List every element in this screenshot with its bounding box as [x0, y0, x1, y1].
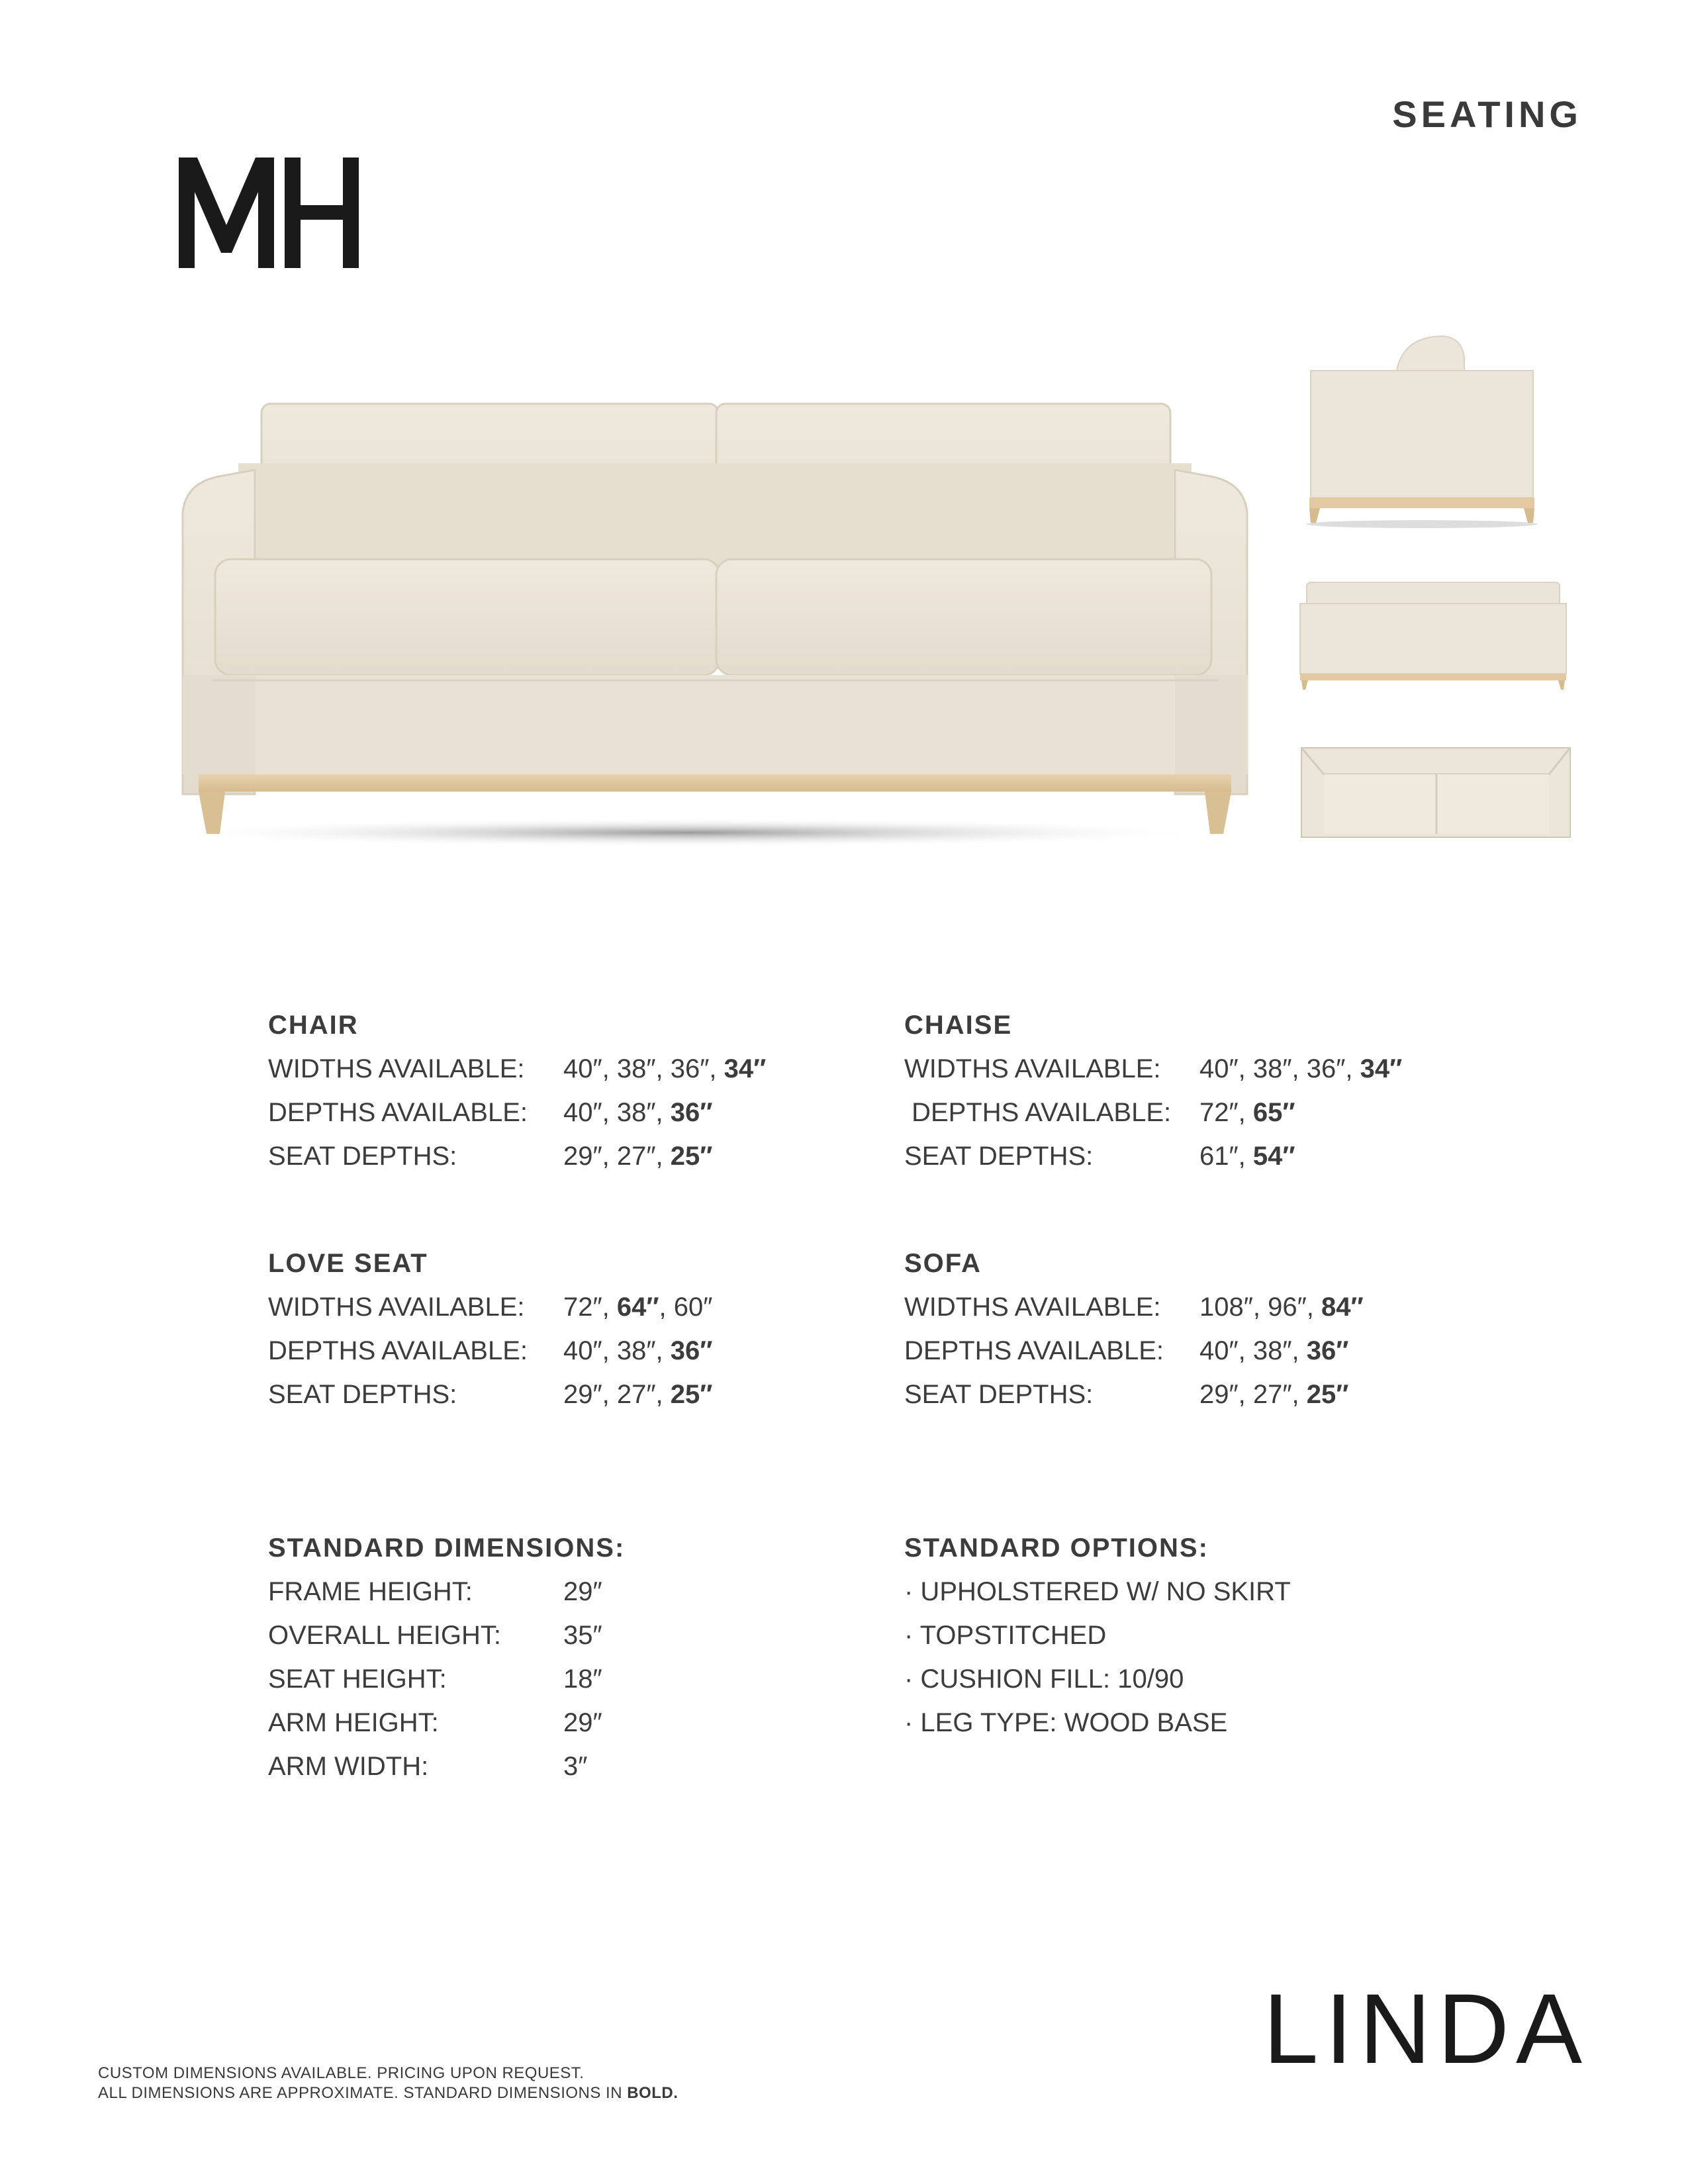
chair-title: CHAIR [268, 1011, 359, 1040]
spec-row [904, 1091, 1500, 1134]
love-seat-spec-block [268, 1242, 798, 1416]
standard-options-block [904, 1526, 1500, 1745]
spec-label: SEAT DEPTHS: [268, 1380, 457, 1409]
spec-row [268, 1329, 798, 1373]
spec-label: DEPTHS AVAILABLE: [904, 1098, 1172, 1127]
sofa-side-image [1297, 331, 1542, 529]
spec-value: 40″, 38″, 36″ [1199, 1336, 1349, 1365]
spec-value: 40″, 38″, 36″ [563, 1098, 713, 1127]
category-label: SEATING [1392, 93, 1582, 135]
spec-label: WIDTHS AVAILABLE: [268, 1293, 525, 1322]
spec-row [268, 1285, 798, 1329]
spec-row [268, 1047, 798, 1091]
option-item: · LEG TYPE: WOOD BASE [904, 1708, 1228, 1737]
option-item: · UPHOLSTERED W/ NO SKIRT [904, 1577, 1291, 1606]
spec-value: 72″, 65″ [1199, 1098, 1295, 1127]
dimension-label: SEAT HEIGHT: [268, 1664, 447, 1694]
sofa-spec-block [904, 1242, 1500, 1416]
spec-row [268, 1091, 798, 1134]
dimension-value: 29″ [563, 1708, 602, 1737]
dimension-label: ARM HEIGHT: [268, 1708, 439, 1737]
option-item: · CUSHION FILL: 10/90 [904, 1664, 1184, 1694]
sofa-back-image [1297, 576, 1569, 695]
spec-label: DEPTHS AVAILABLE: [268, 1098, 528, 1127]
spec-value: 108″, 96″, 84″ [1199, 1293, 1364, 1322]
spec-row [904, 1373, 1500, 1416]
spec-value: 40″, 38″, 36″ [563, 1336, 713, 1365]
dimension-label: ARM WIDTH: [268, 1752, 429, 1781]
footer-note [98, 2064, 678, 2103]
spec-value: 29″, 27″, 25″ [563, 1142, 713, 1171]
spec-row [904, 1047, 1500, 1091]
spec-value: 40″, 38″, 36″, 34″ [1199, 1054, 1403, 1083]
spec-row [268, 1134, 798, 1178]
spec-label: WIDTHS AVAILABLE: [268, 1054, 525, 1083]
dimension-value: 35″ [563, 1621, 602, 1650]
spec-value: 29″, 27″, 25″ [563, 1380, 713, 1409]
footer-bold-word: BOLD. [627, 2084, 679, 2102]
footer-line-2: ALL DIMENSIONS ARE APPROXIMATE. STANDARD DIMENSIONS IN BOLD. [98, 2084, 679, 2102]
dimension-label: FRAME HEIGHT: [268, 1577, 473, 1606]
spec-row [904, 1134, 1500, 1178]
standard-options-title: STANDARD OPTIONS: [904, 1533, 1209, 1563]
love-seat-title: LOVE SEAT [268, 1249, 428, 1278]
dimension-row [268, 1570, 864, 1614]
spec-row [904, 1329, 1500, 1373]
spec-label: DEPTHS AVAILABLE: [904, 1336, 1164, 1365]
spec-label: WIDTHS AVAILABLE: [904, 1054, 1161, 1083]
sofa-front-image [172, 384, 1258, 847]
spec-row [268, 1373, 798, 1416]
spec-value: 29″, 27″, 25″ [1199, 1380, 1349, 1409]
sofa-title: SOFA [904, 1249, 982, 1278]
dimension-value: 29″ [563, 1577, 602, 1606]
spec-value: 72″, 64″, 60″ [563, 1293, 713, 1322]
dimension-row [268, 1701, 864, 1745]
spec-label: WIDTHS AVAILABLE: [904, 1293, 1161, 1322]
dimension-value: 3″ [563, 1752, 588, 1781]
mh-logo [179, 152, 377, 271]
spec-label: SEAT DEPTHS: [904, 1380, 1094, 1409]
option-item: · TOPSTITCHED [904, 1621, 1107, 1650]
spec-label: SEAT DEPTHS: [268, 1142, 457, 1171]
product-name: LINDA [1263, 1973, 1589, 2084]
dimension-label: OVERALL HEIGHT: [268, 1621, 501, 1650]
chaise-spec-block [904, 1003, 1500, 1178]
footer-line-1: CUSTOM DIMENSIONS AVAILABLE. PRICING UPON REQUEST. [98, 2064, 585, 2082]
dimension-value: 18″ [563, 1664, 602, 1694]
spec-row [904, 1285, 1500, 1329]
standard-dimensions-title: STANDARD DIMENSIONS: [268, 1533, 626, 1563]
spec-value: 40″, 38″, 36″, 34″ [563, 1054, 767, 1083]
spec-label: DEPTHS AVAILABLE: [268, 1336, 528, 1365]
dimension-row [268, 1614, 864, 1657]
dimension-row [268, 1745, 864, 1788]
chaise-title: CHAISE [904, 1011, 1013, 1040]
spec-value: 61″, 54″ [1199, 1142, 1295, 1171]
spec-label: SEAT DEPTHS: [904, 1142, 1094, 1171]
dimension-row [268, 1657, 864, 1701]
standard-dimensions-block [268, 1526, 864, 1788]
chair-spec-block [268, 1003, 798, 1178]
sofa-top-image [1297, 735, 1575, 841]
